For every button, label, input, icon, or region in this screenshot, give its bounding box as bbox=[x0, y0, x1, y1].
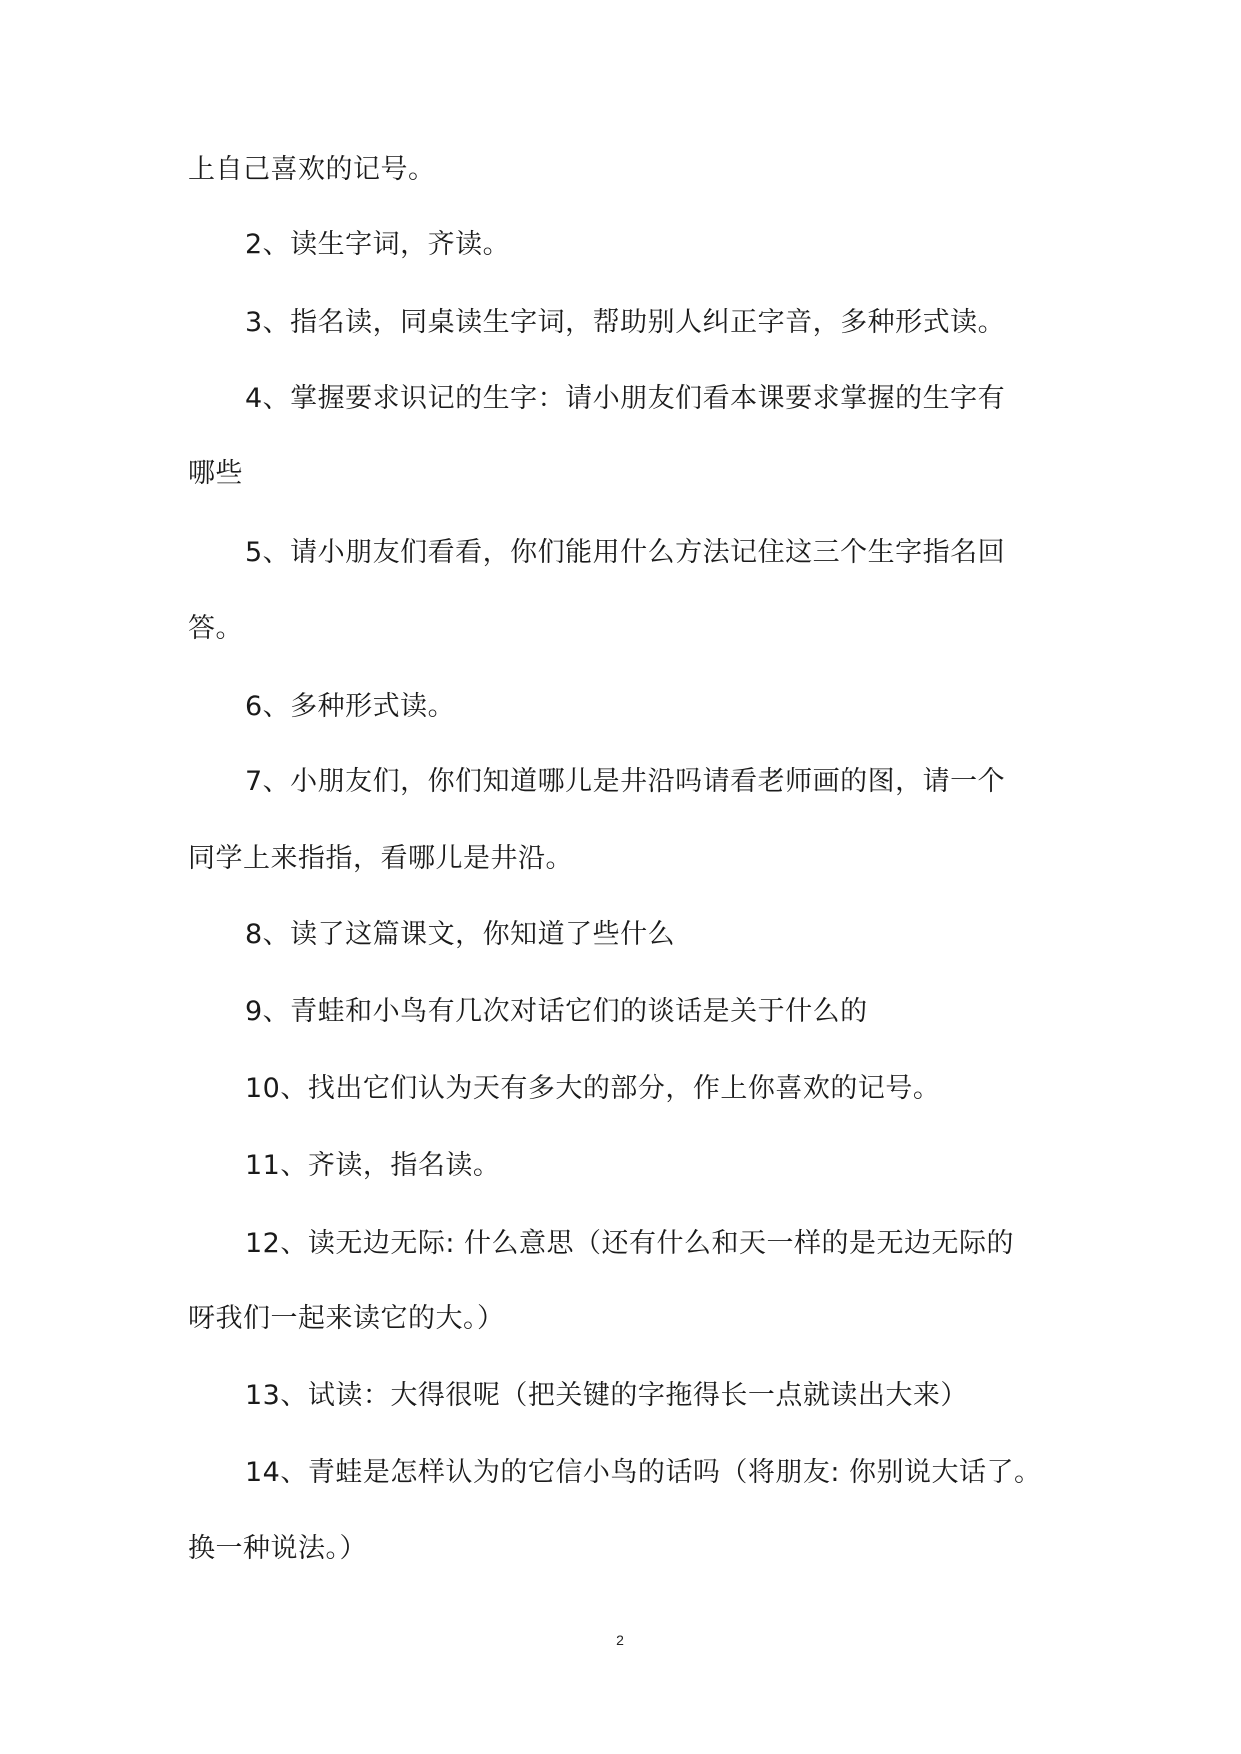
text-line-item-7: 7、小朋友们，你们知道哪儿是井沿吗请看老师画的图，请一个 bbox=[245, 766, 1006, 797]
text-line-item-4: 4、掌握要求识记的生字：请小朋友们看本课要求掌握的生字有 bbox=[245, 383, 1006, 414]
text-line-item-3: 3、指名读，同桌读生字词，帮助别人纠正字音，多种形式读。 bbox=[245, 307, 1006, 338]
text-line-item-13: 13、试读：大得很呢（把关键的字拖得长一点就读出大来） bbox=[245, 1380, 968, 1411]
text-line-item-4-cont: 哪些 bbox=[188, 458, 243, 489]
text-line-item-9: 9、青蛙和小鸟有几次对话它们的谈话是关于什么的 bbox=[245, 996, 868, 1027]
text-line-item-14-cont: 换一种说法。） bbox=[188, 1533, 367, 1564]
text-line-item-11: 11、齐读，指名读。 bbox=[245, 1150, 501, 1181]
text-line-item-12: 12、读无边无际: 什么意思（还有什么和天一样的是无边无际的 bbox=[245, 1228, 1015, 1259]
text-line-continuation: 上自己喜欢的记号。 bbox=[188, 154, 436, 185]
text-line-item-2: 2、读生字词，齐读。 bbox=[245, 229, 511, 260]
text-line-item-8: 8、读了这篇课文，你知道了些什么 bbox=[245, 919, 676, 950]
text-line-item-5: 5、请小朋友们看看，你们能用什么方法记住这三个生字指名回 bbox=[245, 537, 1006, 568]
page-number: 2 bbox=[616, 1632, 624, 1648]
text-line-item-5-cont: 答。 bbox=[188, 613, 243, 644]
text-line-item-10: 10、找出它们认为天有多大的部分，作上你喜欢的记号。 bbox=[245, 1073, 941, 1104]
text-line-item-12-cont: 呀我们一起来读它的大。） bbox=[188, 1303, 505, 1334]
text-line-item-7-cont: 同学上来指指，看哪儿是井沿。 bbox=[188, 843, 573, 874]
text-line-item-14: 14、青蛙是怎样认为的它信小鸟的话吗（将朋友: 你别说大话了。 bbox=[245, 1457, 1042, 1488]
text-line-item-6: 6、多种形式读。 bbox=[245, 691, 456, 722]
